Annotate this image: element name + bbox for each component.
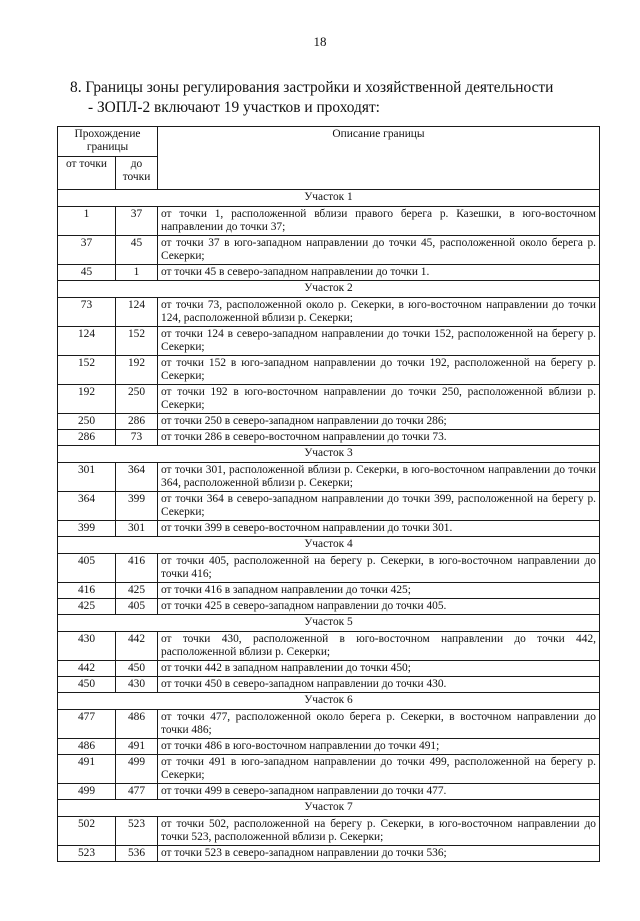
description-cell: от точки 37 в юго-западном направлении до точки 45, расположенной около берега р. Секерки; xyxy=(158,236,600,265)
table-row xyxy=(58,298,600,327)
description-cell: от точки 442 в западном направлении до точки 450; xyxy=(158,661,600,677)
to-point-cell: 536 xyxy=(116,846,158,862)
from-point-cell: 491 xyxy=(58,755,116,784)
table-row xyxy=(58,207,600,236)
to-point-cell: 486 xyxy=(116,710,158,739)
section-row xyxy=(58,693,600,710)
from-point-cell: 477 xyxy=(58,710,116,739)
from-point-cell: 45 xyxy=(58,265,116,281)
from-point-cell: 405 xyxy=(58,554,116,583)
description-cell: от точки 286 в северо-восточном направлении до точки 73. xyxy=(158,430,600,446)
description-cell: от точки 491 в юго-западном направлении до точки 499, расположенной на берегу р. Секерки; xyxy=(158,755,600,784)
description-cell: от точки 502, расположенной на берегу р. Секерки, в юго-восточном направлении до точки 523, расположенной вблизи р. Секерки; xyxy=(158,817,600,846)
description-cell: от точки 477, расположенной около берега р. Секерки, в восточном направлении до точки 486; xyxy=(158,710,600,739)
header-description: Описание границы xyxy=(158,127,600,190)
description-cell: от точки 499 в северо-западном направлении до точки 477. xyxy=(158,784,600,800)
to-point-cell: 37 xyxy=(116,207,158,236)
to-point-cell: 416 xyxy=(116,554,158,583)
header-from-point: от точки xyxy=(58,157,116,190)
to-point-cell: 250 xyxy=(116,385,158,414)
to-point-cell: 450 xyxy=(116,661,158,677)
from-point-cell: 416 xyxy=(58,583,116,599)
table-row xyxy=(58,583,600,599)
description-cell: от точки 301, расположенной вблизи р. Секерки, в юго-восточном направлении до точки 364, расположенной вблизи р. Секерки; xyxy=(158,463,600,492)
description-cell: от точки 250 в северо-западном направлении до точки 286; xyxy=(158,414,600,430)
description-cell: от точки 124 в северо-западном направлении до точки 152, расположенной на берегу р. Секерки; xyxy=(158,327,600,356)
section-title: Участок 4 xyxy=(58,537,600,554)
description-cell: от точки 192 в юго-восточном направлении до точки 250, расположенной вблизи р. Секерки; xyxy=(158,385,600,414)
description-cell: от точки 416 в западном направлении до точки 425; xyxy=(158,583,600,599)
table-row xyxy=(58,356,600,385)
to-point-cell: 477 xyxy=(116,784,158,800)
table-row xyxy=(58,236,600,265)
from-point-cell: 364 xyxy=(58,492,116,521)
table-row xyxy=(58,710,600,739)
to-point-cell: 45 xyxy=(116,236,158,265)
description-cell: от точки 430, расположенной в юго-восточном направлении до точки 442, расположенной вблизи р. Секерки; xyxy=(158,632,600,661)
section-title: Участок 6 xyxy=(58,693,600,710)
to-point-cell: 1 xyxy=(116,265,158,281)
section-row xyxy=(58,281,600,298)
table-row xyxy=(58,265,600,281)
from-point-cell: 430 xyxy=(58,632,116,661)
section-row xyxy=(58,537,600,554)
from-point-cell: 502 xyxy=(58,817,116,846)
description-cell: от точки 425 в северо-западном направлении до точки 405. xyxy=(158,599,600,615)
from-point-cell: 399 xyxy=(58,521,116,537)
table-row xyxy=(58,492,600,521)
table-row xyxy=(58,554,600,583)
to-point-cell: 301 xyxy=(116,521,158,537)
from-point-cell: 286 xyxy=(58,430,116,446)
to-point-cell: 523 xyxy=(116,817,158,846)
from-point-cell: 486 xyxy=(58,739,116,755)
from-point-cell: 425 xyxy=(58,599,116,615)
description-cell: от точки 450 в северо-западном направлении до точки 430. xyxy=(158,677,600,693)
from-point-cell: 301 xyxy=(58,463,116,492)
to-point-cell: 399 xyxy=(116,492,158,521)
to-point-cell: 124 xyxy=(116,298,158,327)
table-row xyxy=(58,632,600,661)
from-point-cell: 152 xyxy=(58,356,116,385)
boundary-table xyxy=(57,126,600,862)
description-cell: от точки 523 в северо-западном направлении до точки 536; xyxy=(158,846,600,862)
description-cell: от точки 486 в юго-восточном направлении до точки 491; xyxy=(158,739,600,755)
description-cell: от точки 405, расположенной на берегу р. Секерки, в юго-восточном направлении до точки 416; xyxy=(158,554,600,583)
table-row xyxy=(58,846,600,862)
table-row xyxy=(58,677,600,693)
description-cell: от точки 364 в северо-западном направлении до точки 399, расположенной на берегу р. Секерки; xyxy=(158,492,600,521)
table-row xyxy=(58,817,600,846)
from-point-cell: 192 xyxy=(58,385,116,414)
to-point-cell: 491 xyxy=(116,739,158,755)
heading-line-2: - ЗОПЛ-2 включают 19 участков и проходят: xyxy=(88,99,380,116)
to-point-cell: 192 xyxy=(116,356,158,385)
table-row xyxy=(58,755,600,784)
header-to-point: до точки xyxy=(116,157,158,190)
to-point-cell: 442 xyxy=(116,632,158,661)
table-row xyxy=(58,327,600,356)
to-point-cell: 286 xyxy=(116,414,158,430)
section-row xyxy=(58,615,600,632)
table-row xyxy=(58,661,600,677)
section-heading xyxy=(70,78,598,118)
to-point-cell: 152 xyxy=(116,327,158,356)
table-body xyxy=(58,190,600,862)
section-title: Участок 3 xyxy=(58,446,600,463)
header-passage: Прохождение границы xyxy=(58,127,158,157)
section-row xyxy=(58,446,600,463)
description-cell: от точки 152 в юго-западном направлении до точки 192, расположенной на берегу р. Секерки; xyxy=(158,356,600,385)
table-row xyxy=(58,599,600,615)
table-row xyxy=(58,784,600,800)
description-cell: от точки 45 в северо-западном направлении до точки 1. xyxy=(158,265,600,281)
heading-line-1: 8. Границы зоны регулирования застройки и хозяйственной деятельности xyxy=(70,79,554,96)
section-title: Участок 2 xyxy=(58,281,600,298)
table-row xyxy=(58,385,600,414)
to-point-cell: 405 xyxy=(116,599,158,615)
from-point-cell: 73 xyxy=(58,298,116,327)
from-point-cell: 1 xyxy=(58,207,116,236)
description-cell: от точки 73, расположенной около р. Секерки, в юго-восточном направлении до точки 124, расположенной вблизи р. Секерки; xyxy=(158,298,600,327)
from-point-cell: 250 xyxy=(58,414,116,430)
table-header-row xyxy=(58,127,600,157)
from-point-cell: 442 xyxy=(58,661,116,677)
table-row xyxy=(58,430,600,446)
from-point-cell: 523 xyxy=(58,846,116,862)
from-point-cell: 124 xyxy=(58,327,116,356)
from-point-cell: 499 xyxy=(58,784,116,800)
table-row xyxy=(58,739,600,755)
table-row xyxy=(58,414,600,430)
to-point-cell: 73 xyxy=(116,430,158,446)
page-number: 18 xyxy=(313,34,327,49)
from-point-cell: 37 xyxy=(58,236,116,265)
to-point-cell: 499 xyxy=(116,755,158,784)
section-row xyxy=(58,190,600,207)
table-row xyxy=(58,521,600,537)
section-title: Участок 5 xyxy=(58,615,600,632)
to-point-cell: 425 xyxy=(116,583,158,599)
section-title: Участок 1 xyxy=(58,190,600,207)
from-point-cell: 450 xyxy=(58,677,116,693)
description-cell: от точки 399 в северо-восточном направлении до точки 301. xyxy=(158,521,600,537)
description-cell: от точки 1, расположенной вблизи правого берега р. Казешки, в юго-восточном направлении до точки 37; xyxy=(158,207,600,236)
section-title: Участок 7 xyxy=(58,800,600,817)
to-point-cell: 364 xyxy=(116,463,158,492)
to-point-cell: 430 xyxy=(116,677,158,693)
table-row xyxy=(58,463,600,492)
section-row xyxy=(58,800,600,817)
